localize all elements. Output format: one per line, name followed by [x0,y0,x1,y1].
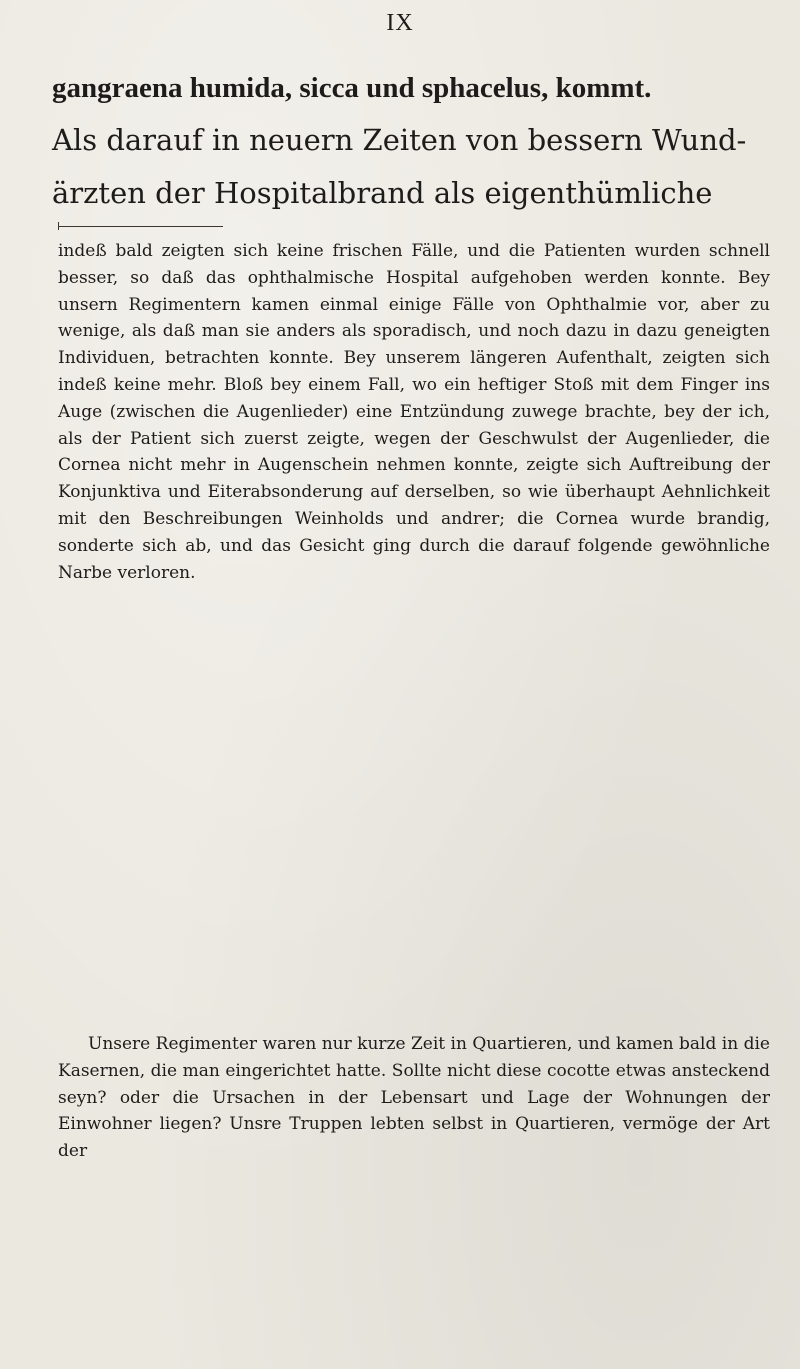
heading-line-1: gangraena humida, sicca und sphacelus, kommt. [52,72,652,104]
paragraph-ophthalmia: indeß bald zeigten sich keine frischen Fälle, und die Patienten wurden schnell besser, so daß das ophthalmische Hospital aufgehoben werden konnte. Bey unsern Regimentern kamen einmal einige Fälle von Ophthalmie vor, aber zu wenige, als daß man sie anders als sporadisch, und noch dazu in dazu geneigten Individuen, betrachten konnte. Bey unserem längeren Aufenthalt, zeigten sich indeß keine mehr. Bloß bey einem Fall, wo ein heftiger Stoß mit dem Finger ins Auge (zwischen die Augenlieder) eine Entzündung zuwege brachte, bey der ich, als der Patient sich zuerst zeigte, wegen der Geschwulst der Augenlieder, die Cornea nicht mehr in Augenschein nehmen konnte, zeigte sich Auftreibung der Konjunktiva und Eiterabsonderung auf derselben, so wie überhaupt Aehnlichkeit mit den Beschreibungen Weinholds und andrer; die Cornea wurde brandig, sonderte sich ab, und das Gesicht ging durch die darauf folgende gewöhnliche Narbe verloren. [58,241,770,583]
page-number: IX [386,10,414,36]
heading-line-2: Als darauf in neuern Zeiten von bessern Wund- [52,123,747,157]
heading-line-3: ärzten der Hospitalbrand als eigenthümliche [52,176,713,210]
section-divider [58,226,223,227]
paragraph-quarters: Unsere Regimenter waren nur kurze Zeit in Quartieren, und kamen bald in die Kasernen, die man eingerichtet hatte. Sollte nicht diese cocotte etwas ansteckend seyn? oder die Ursachen in der Lebensart und Lage der Wohnungen der Einwohner liegen? Unsre Truppen lebten selbst in Quartieren, vermöge der Art der [58,1034,770,1162]
